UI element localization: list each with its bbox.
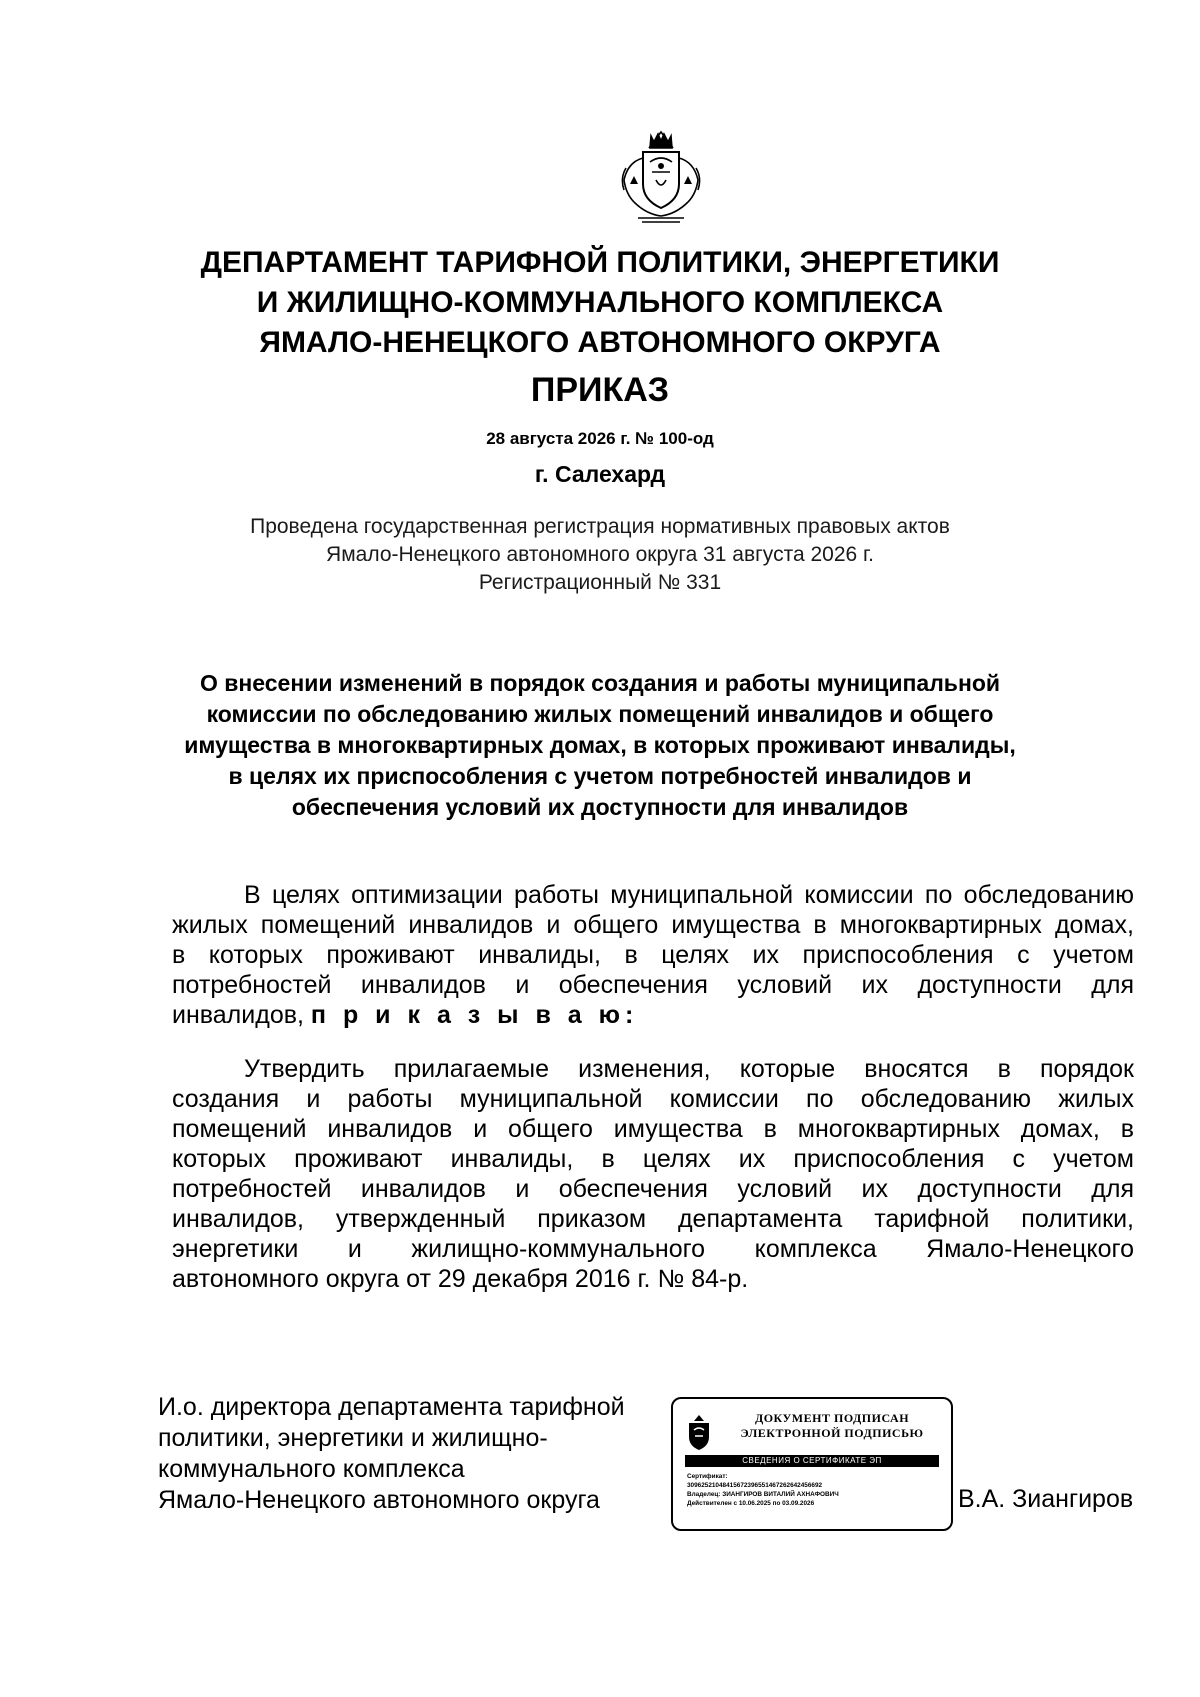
- subject-line: в целях их приспособления с учетом потребностей инвалидов и: [228, 763, 972, 789]
- subject-line: имущества в многоквартирных домах, в которых проживают инвалиды,: [184, 732, 1016, 758]
- signer-position-line: коммунального комплекса: [158, 1455, 465, 1483]
- text-line: которых проживают инвалиды, в целях их приспособления с учетом: [172, 1145, 1134, 1173]
- text-line: в которых проживают инвалиды, в целях их приспособления с учетом: [172, 941, 1134, 969]
- registration-line: Проведена государственная регистрация нормативных правовых актов: [250, 515, 950, 538]
- subject-line: обеспечения условий их доступности для инвалидов: [291, 794, 909, 820]
- subject-line: комиссии по обследованию жилых помещений инвалидов и общего: [206, 701, 994, 727]
- stamp-title-line: ДОКУМЕНТ ПОДПИСАН: [754, 1411, 910, 1425]
- text-line: [172, 1000, 1134, 1030]
- department-name: [150, 243, 1050, 363]
- text-line: инвалидов, утвержденный приказом департамента тарифной политики,: [172, 1205, 1134, 1233]
- text-line: энергетики и жилищно-коммунального комплекса Ямало-Ненецкого: [172, 1235, 1134, 1263]
- text-line: потребностей инвалидов и обеспечения условий их доступности для: [172, 1175, 1134, 1203]
- department-line: И ЖИЛИЩНО-КОММУНАЛЬНОГО КОМПЛЕКСА: [256, 286, 944, 319]
- text-line: потребностей инвалидов и обеспечения условий их доступности для: [172, 971, 1134, 999]
- subject-line: О внесении изменений в порядок создания и работы муниципальной: [199, 670, 1001, 696]
- electronic-signature-stamp: [671, 1397, 953, 1531]
- department-line: ДЕПАРТАМЕНТ ТАРИФНОЙ ПОЛИТИКИ, ЭНЕРГЕТИКИ: [200, 246, 1000, 279]
- registration-line: Регистрационный № 331: [478, 571, 722, 594]
- coat-of-arms-icon: [616, 118, 706, 226]
- stamp-title: [717, 1411, 947, 1441]
- text-fragment: инвалидов,: [172, 1001, 304, 1029]
- coat-of-arms-icon: [685, 1413, 713, 1451]
- paragraph-preamble: [172, 880, 1134, 1030]
- date-and-number: 28 августа 2026 г. № 100-од: [486, 429, 714, 448]
- stamp-title-line: ЭЛЕКТРОННОЙ ПОДПИСЬЮ: [740, 1426, 924, 1440]
- certificate-label: Сертификат:: [687, 1473, 728, 1480]
- text-line: Утвердить прилагаемые изменения, которые вносятся в порядок: [244, 1055, 1134, 1083]
- stamp-certificate-band: СВЕДЕНИЯ О СЕРТИФИКАТЕ ЭП: [685, 1455, 939, 1467]
- text-line: жилых помещений инвалидов и общего имущества в многоквартирных домах,: [172, 911, 1134, 939]
- document-type: ПРИКАЗ: [530, 371, 670, 409]
- signer-position-line: И.о. директора департамента тарифной: [158, 1393, 625, 1421]
- order-word: п р и к а з ы в а ю:: [310, 1001, 639, 1029]
- stamp-details: [687, 1472, 943, 1508]
- certificate-validity: Действителен с 10.06.2025 по 03.09.2026: [687, 1500, 815, 1507]
- signer-name: В.А. Зиангиров: [958, 1485, 1134, 1513]
- signer-position: [158, 1392, 678, 1516]
- city: г. Салехард: [534, 461, 666, 487]
- certificate-owner: Владелец: ЗИАНГИРОВ ВИТАЛИЙ АХНАФОВИЧ: [687, 1491, 839, 1498]
- text-line: автономного округа от 29 декабря 2016 г. № 84-р.: [172, 1265, 749, 1293]
- order-subject: [150, 668, 1050, 823]
- order-body: [172, 880, 1134, 1294]
- text-line: создания и работы муниципальной комиссии по обследованию жилых: [172, 1085, 1134, 1113]
- department-line: ЯМАЛО-НЕНЕЦКОГО АВТОНОМНОГО ОКРУГА: [259, 326, 941, 359]
- certificate-number: 30962521048415672396551467262642456692: [687, 1482, 823, 1489]
- text-line: В целях оптимизации работы муниципальной комиссии по обследованию: [244, 881, 1134, 909]
- signer-position-line: политики, энергетики и жилищно-: [158, 1424, 548, 1452]
- text-line: помещений инвалидов и общего имущества в многоквартирных домах, в: [172, 1115, 1134, 1143]
- paragraph-resolution: [172, 1054, 1134, 1294]
- signer-position-line: Ямало-Ненецкого автономного округа: [158, 1486, 600, 1514]
- registration-line: Ямало-Ненецкого автономного округа 31 августа 2026 г.: [326, 543, 874, 566]
- registration-note: [150, 513, 1050, 597]
